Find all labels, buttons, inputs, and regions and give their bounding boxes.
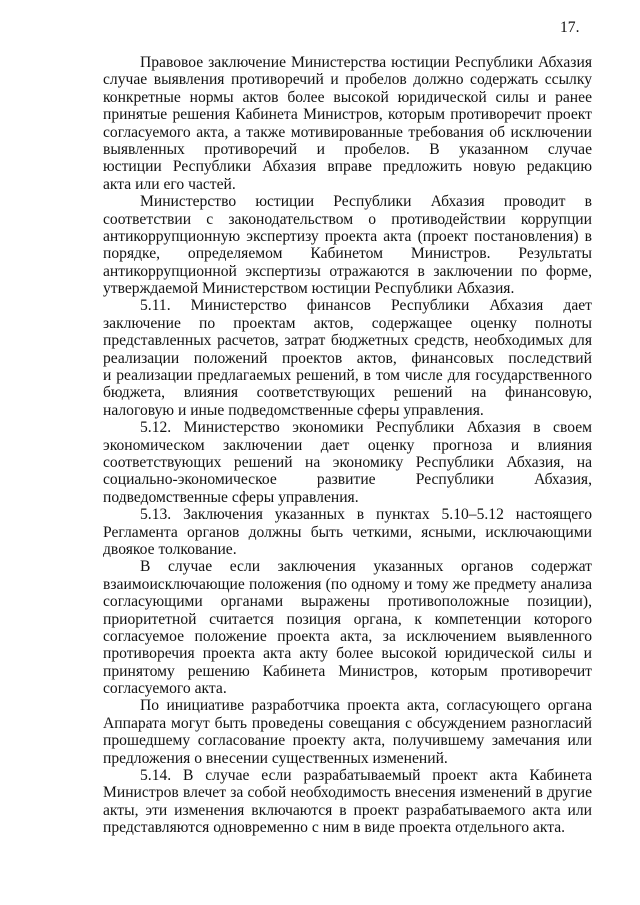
text-line: 5.14. В случае если разрабатываемый проект акта Кабинета [140,767,592,785]
text-line: согласующими органами выражены противоположные позиции), [103,593,592,611]
text-line: порядке, определяемом Кабинетом Министров. Результаты [103,245,592,263]
document-body [103,54,592,837]
paragraph [103,419,592,506]
text-line: 5.11. Министерство финансов Республики Абхазия дает [140,297,592,315]
text-line: согласуемого акта, а также мотивированные требования об исключении [103,123,592,141]
text-line: и реализации предлагаемых решений, в том числе для государственного [103,367,592,385]
text-line: согласуемого акта. [103,680,227,698]
text-line: конкретные нормы актов более высокой юридической силы и ранее [103,88,592,106]
text-line: прошедшему согласование проекту акта, получившему замечания или [103,732,592,750]
text-line: принятому решению Кабинета Министров, которым противоречит [103,662,592,680]
text-line: выявленных противоречий и пробелов. В указанном случае [103,140,592,158]
paragraph [103,506,592,558]
text-line: бюджета, влияния соответствующих решений на финансовую, [103,384,592,402]
text-line: принятые решения Кабинета Министров, которым противоречит проект [103,106,592,124]
text-line: двоякое толкование. [103,540,237,558]
text-line: противоречия проекта акта акту более высокой юридической силы и [103,645,592,663]
paragraph [103,558,592,697]
text-line: По инициативе разработчика проекта акта, согласующего органа [140,697,592,715]
text-line: предложения о внесении существенных изменений. [103,749,448,767]
text-line: экономическом заключении дает оценку прогноза и влияния [103,436,592,454]
text-line: приоритетной считается позиция органа, к компетенции которого [103,610,592,628]
text-line: взаимоисключающие положения (по одному и тому же предмету анализа [103,575,592,593]
text-line: социально-экономическое развитие Республики Абхазия, [103,471,592,489]
text-line: соответствующих решений на экономику Республики Абхазия, на [103,453,592,471]
text-line: Министров влечет за собой необходимость внесения изменений в другие [103,784,592,802]
text-line: Аппарата могут быть проведены совещания с обсуждением разногласий [103,714,592,732]
text-line: В случае если заключения указанных органов содержат [140,558,592,576]
text-line: антикоррупционную экспертизу проекта акта (проект постановления) в [103,227,592,245]
paragraph [103,297,592,419]
text-line: Регламента органов должны быть четкими, ясными, исключающими [103,523,592,541]
text-line: случае выявления противоречий и пробелов должно содержать ссылку [103,71,592,89]
text-line: утверждаемой Министерством юстиции Республики Абхазия. [103,280,515,298]
text-line: антикоррупционной экспертизы отражаются в заключении по форме, [103,262,592,280]
text-line: представленных расчетов, затрат бюджетных средств, необходимых для [103,332,592,350]
text-line: налоговую и иные подведомственные сферы управления. [103,401,484,419]
text-line: 5.12. Министерство экономики Республики Абхазия в своем [140,419,592,437]
text-line: акта или его частей. [103,175,236,193]
text-line: акты, эти изменения включаются в проект разрабатываемого акта или [103,801,592,819]
text-line: представляются одновременно с ним в виде проекта отдельного акта. [103,819,566,837]
page-number: 17. [560,19,580,36]
paragraph [103,193,592,297]
paragraph [103,54,592,193]
text-line: 5.13. Заключения указанных в пунктах 5.10–5.12 настоящего [140,506,592,524]
text-line: Правовое заключение Министерства юстиции Республики Абхазия [140,54,592,71]
text-line: согласуемое положение проекта акта, за исключением выявленного [103,627,592,645]
text-line: соответствии с законодательством о противодействии коррупции [103,210,592,228]
paragraph [103,767,592,837]
text-line: подведомственные сферы управления. [103,488,359,506]
text-line: реализации положений проектов актов, финансовых последствий [103,349,592,367]
text-line: Министерство юстиции Республики Абхазия проводит в [140,193,592,211]
text-line: заключение по проектам актов, содержащее оценку полноты [103,314,592,332]
paragraph [103,697,592,767]
text-line: юстиции Республики Абхазия вправе предложить новую редакцию [103,158,592,176]
